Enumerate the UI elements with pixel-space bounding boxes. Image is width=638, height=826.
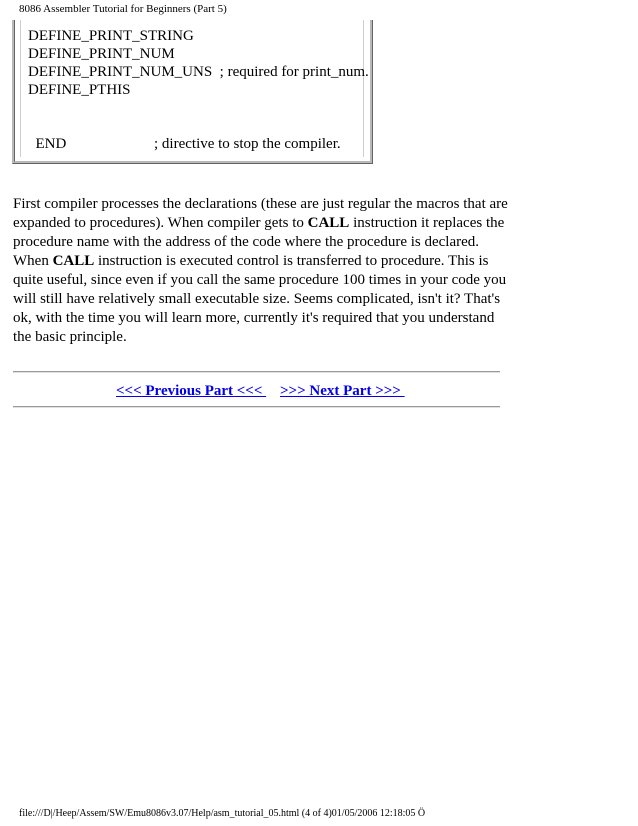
- code-end-comment: ; directive to stop the compiler.: [154, 136, 341, 152]
- code-block-inner-border-left: [20, 20, 21, 157]
- divider-bottom: [13, 406, 500, 408]
- paragraph-text: First compiler processes the declarations (these are just regular the macros that are expanded to procedures). When compiler gets to: [13, 196, 508, 231]
- paragraph-text: instruction is executed control is transferred to procedure. This is quite useful, since even if you call the same procedure 100 times in your code you will still have relatively small executable size. Seems complicated, isn't it? That's ok, with the time you will learn more, currently it's required that you understand the basic principle.: [13, 253, 507, 345]
- code-line: DEFINE_PRINT_STRING: [28, 28, 194, 44]
- next-part-link[interactable]: >>> Next Part >>>: [280, 383, 405, 399]
- call-keyword: CALL: [52, 253, 95, 269]
- code-line: DEFINE_PRINT_NUM_UNS ; required for print_num.: [28, 64, 369, 80]
- paragraph-text: instruction it replaces the procedure name with the address of the code where the procedure is declared. When: [13, 215, 505, 269]
- code-end-keyword: END: [35, 136, 67, 152]
- explanation-paragraph: [13, 195, 508, 347]
- page-header-title: 8086 Assembler Tutorial for Beginners (Part 5): [19, 3, 227, 15]
- code-line: DEFINE_PRINT_NUM: [28, 46, 175, 62]
- divider-top: [13, 371, 500, 373]
- call-keyword: CALL: [307, 215, 350, 231]
- code-block-inner-border-right: [363, 20, 364, 157]
- code-end-line: [28, 117, 341, 153]
- page-footer-path: file:///D|/Heep/Assem/SW/Emu8086v3.07/Help/asm_tutorial_05.html (4 of 4)01/05/2006 12:18:05 Ö: [19, 808, 426, 819]
- previous-part-link[interactable]: <<< Previous Part <<<: [116, 383, 267, 399]
- code-line: DEFINE_PTHIS: [28, 82, 131, 98]
